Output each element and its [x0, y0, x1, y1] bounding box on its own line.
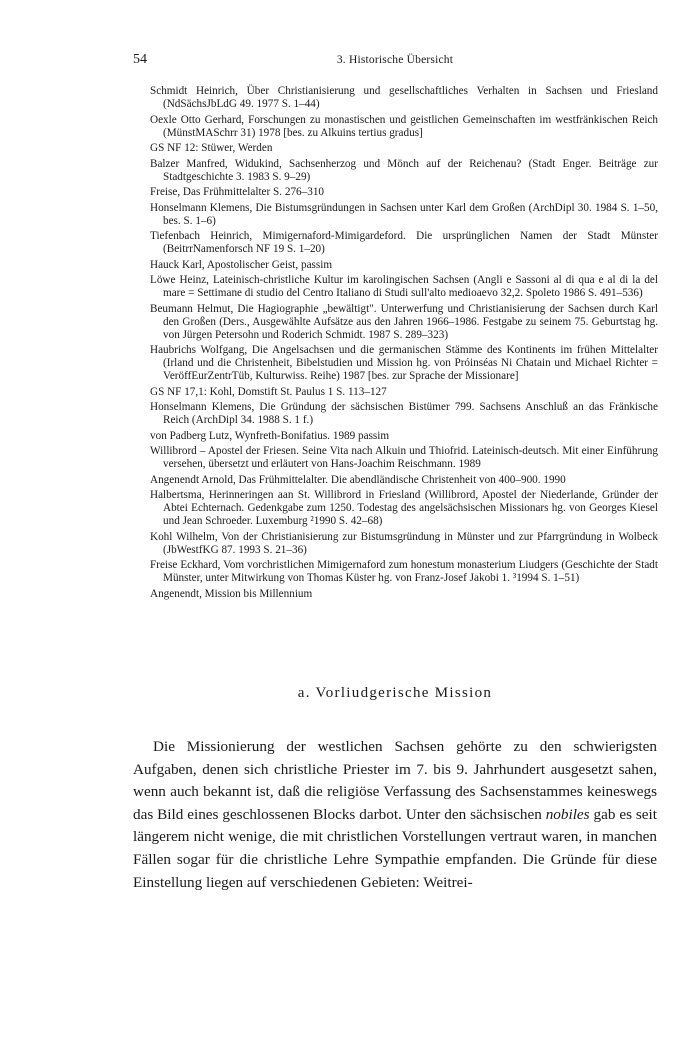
chapter-title: 3. Historische Übersicht — [336, 54, 454, 66]
bibliography-entry: Tiefenbach Heinrich, Mimigernaford-Mimigardeford. Die ursprünglichen Namen der Stadt Münster (BeitrrNamenforsch NF 19 S. 1–20) — [150, 230, 658, 255]
bibliography-entry: von Padberg Lutz, Wynfreth-Bonifatius. 1989 passim — [150, 429, 390, 442]
bibliography-entry: GS NF 17,1: Kohl, Domstift St. Paulus 1 S. 113–127 — [150, 385, 387, 398]
paragraph-text-end: gab es seit längerem nicht wenige, die mit christlichen Vorstellungen vertraut waren, in manchen Fällen sogar für die christliche Lehre Sympathie empfanden. Die Gründe für diese Einstellung liegen auf verschiedenen Gebieten: Weitrei- — [133, 805, 657, 891]
bibliography-entry: Angenendt, Mission bis Millennium — [150, 587, 313, 600]
section-heading: a. Vorliudgerische Mission — [297, 685, 493, 701]
bibliography-entry: Hauck Karl, Apostolischer Geist, passim — [150, 258, 333, 271]
bibliography-entry: Löwe Heinz, Lateinisch-christliche Kultur im karolingischen Sachsen (Angli e Sassoni al di qua e al di la del mare = Settimane di studio del Centro Italiano di Studi sull'alto medioaevo 32,2. Spoleto 1986 S. 491–536) — [150, 274, 658, 299]
bibliography-entry: Willibrord – Apostel der Friesen. Seine Vita nach Alkuin und Thiofrid. Lateinisch-deutsch. Mit einer Einführung versehen, übersetzt und erläutert von Hans-Joachim Reischmann. 1989 — [150, 445, 658, 470]
bibliography-entry: Freise, Das Frühmittelalter S. 276–310 — [150, 186, 325, 198]
bibliography-entry: Freise Eckhard, Vom vorchristlichen Mimigernaford zum honestum monasterium Liudgers (Geschichte der Stadt Münster, unter Mitwirkung von Thomas Küster hg. von Franz-Josef Jakobi 1. ³1994 S. 1–51) — [150, 559, 658, 584]
bibliography-entry: Beumann Helmut, Die Hagiographie „bewältigt". Unterwerfung und Christianisierung der Sachsen durch Karl den Großen (Ders., Ausgewählte Aufsätze aus den Jahren 1966–1986. Festgabe zu seinem 75. Geburtstag hg. von Jürgen Petersohn und Roderich Schmidt. 1987 S. 289–323) — [150, 302, 658, 341]
running-head — [133, 52, 657, 72]
bibliography-list — [150, 85, 658, 603]
bibliography-entry: Honselmann Klemens, Die Gründung der sächsischen Bistümer 799. Sachsens Anschluß an das Fränkische Reich (ArchDipl 34. 1988 S. 1 f.) — [150, 401, 658, 426]
bibliography-entry: Kohl Wilhelm, Von der Christianisierung zur Bistumsgründung in Münster und zur Pfarrgründung in Wolbeck (JbWestfKG 87. 1993 S. 21–36) — [150, 530, 658, 556]
paragraph-text-start: Die Missionierung der westlichen Sachsen gehörte zu den schwierigsten Aufgaben, denen sich christliche Priester im 7. bis 9. Jahrhundert ausgesetzt sahen, wenn auch bekannt ist, daß die religiöse Verfassung des Sachsenstammes keineswegs das Bild eines geschlossenen Blocks darbot. Unter den sächsischen — [133, 738, 657, 823]
italic-term: nobiles — [545, 805, 590, 823]
bibliography-entry: Balzer Manfred, Widukind, Sachsenherzog und Mönch auf der Reichenau? (Stadt Enger. Beiträge zur Stadtgeschichte 3. 1983 S. 9–29) — [150, 157, 658, 183]
bibliography-entry: Honselmann Klemens, Die Bistumsgründungen in Sachsen unter Karl dem Großen (ArchDipl 30. 1984 S. 1–50, bes. S. 1–6) — [150, 201, 658, 227]
bibliography-entry: Oexle Otto Gerhard, Forschungen zu monastischen und geistlichen Gemeinschaften im westfränkischen Reich (MünstMASchrr 31) 1978 [bes. zu Alkuins tertius gradus] — [150, 113, 658, 139]
body-paragraph — [133, 736, 657, 894]
bibliography-entry: Haubrichs Wolfgang, Die Angelsachsen und die germanischen Stämme des Kontinents im frühen Mittelalter (Irland und die Christenheit, Bibelstudien und Mission hg. von Próinséas Ni Chatain und Michael Richter = VeröffEurZentrTüb, Kulturwiss. Reihe) 1987 [bes. zur Sprache der Missionare] — [150, 344, 658, 382]
bibliography-entry: Angenendt Arnold, Das Frühmittelalter. Die abendländische Christenheit von 400–900. 1990 — [150, 473, 566, 486]
bibliography-entry: GS NF 12: Stüwer, Werden — [150, 142, 273, 154]
bibliography-entry: Halbertsma, Herinneringen aan St. Willibrord in Friesland (Willibrord, Apostel der Niederlande, Gründer der Abtei Echternach. Gedenkgabe zum 1250. Todestag des angelsächsischen Missionars hg. von Georges Kiesel und Jean Schroeder. Luxemburg ²1990 S. 42–68) — [150, 489, 658, 527]
page-number: 54 — [133, 52, 147, 67]
bibliography-entry: Schmidt Heinrich, Über Christianisierung und gesellschaftliches Verhalten in Sachsen und Friesland (NdSächsJbLdG 49. 1977 S. 1–44) — [150, 85, 658, 110]
